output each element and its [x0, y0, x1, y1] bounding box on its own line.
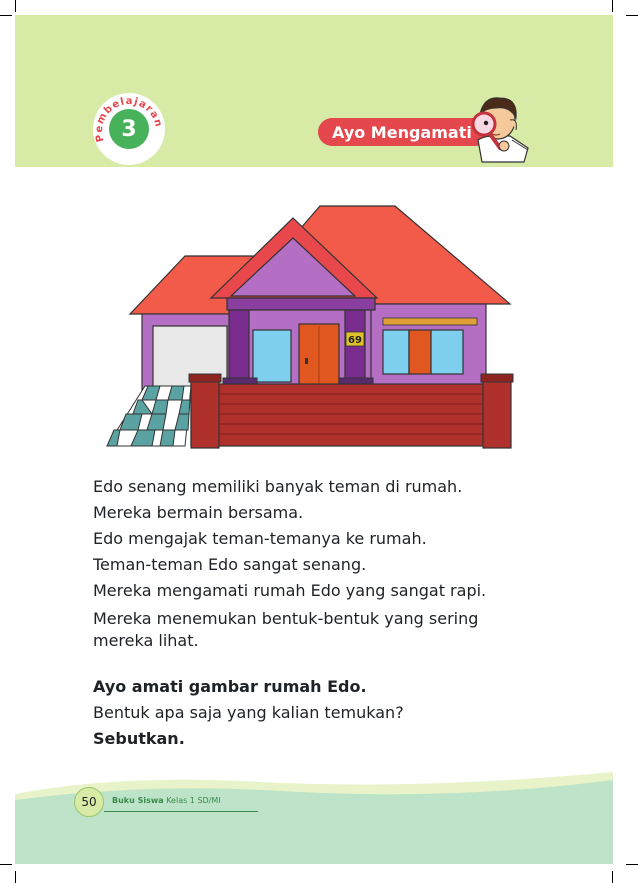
right-window-left — [383, 330, 409, 374]
edo-house-illustration — [105, 198, 515, 450]
brick-fence — [189, 374, 513, 448]
activity-question: Bentuk apa saja yang kalian temukan? — [93, 703, 404, 722]
story-line: Mereka mengamati rumah Edo yang sangat rapi. — [93, 581, 487, 600]
book-class: Kelas 1 SD/MI — [166, 796, 221, 805]
story-line: Mereka menemukan bentuk-bentuk yang sering — [93, 609, 479, 628]
section-banner-label: Ayo Mengamati — [332, 122, 472, 142]
activity-prompt: Ayo amati gambar rumah Edo. — [93, 677, 367, 696]
footer-wave — [0, 764, 638, 868]
boy-with-magnifier-illustration — [466, 90, 536, 166]
story-text — [93, 474, 533, 752]
checkered-walkway — [107, 386, 191, 446]
lesson-badge — [93, 93, 165, 165]
right-window-blind — [409, 330, 431, 374]
lesson-number: 3 — [109, 109, 149, 149]
crop-mark — [15, 871, 16, 883]
gable-beam — [227, 298, 375, 310]
story-line: mereka lihat. — [93, 631, 199, 650]
story-line: Mereka bermain bersama. — [93, 503, 304, 522]
section-banner — [318, 118, 490, 146]
decorative-trim — [383, 318, 477, 325]
crop-mark — [626, 15, 638, 16]
house-number: 69 — [348, 335, 362, 346]
crop-mark — [612, 871, 613, 883]
story-line: Edo mengajak teman-temanya ke rumah. — [93, 529, 427, 548]
page-number: 50 — [74, 787, 104, 817]
crop-mark — [15, 0, 16, 12]
story-line: Edo senang memiliki banyak teman di rumah. — [93, 477, 463, 496]
activity-instruction: Sebutkan. — [93, 729, 185, 748]
right-window-right — [431, 330, 463, 374]
story-line: Teman-teman Edo sangat senang. — [93, 555, 367, 574]
lesson-word: Pembelajaran — [93, 95, 164, 143]
front-window — [253, 330, 291, 382]
footer-underline — [104, 811, 258, 812]
book-title-line — [112, 796, 221, 805]
crop-mark — [0, 15, 12, 16]
crop-mark — [612, 0, 613, 12]
book-title: Buku Siswa — [112, 796, 164, 805]
